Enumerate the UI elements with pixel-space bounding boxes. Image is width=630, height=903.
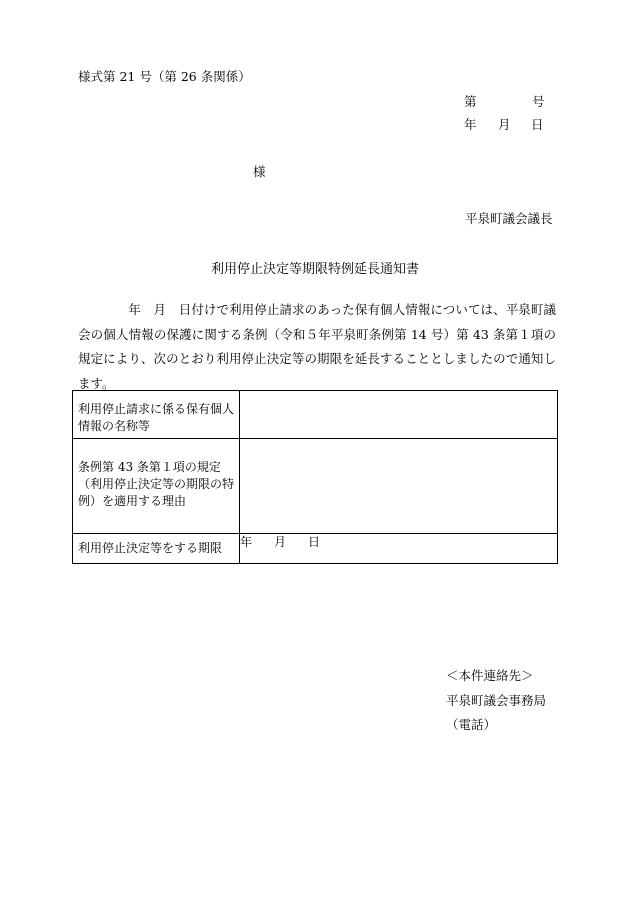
sender-name: 平泉町議会議長 xyxy=(465,211,553,226)
deadline-month: 月 xyxy=(274,535,287,549)
issue-date-month: 月 xyxy=(498,117,511,132)
contact-office: 平泉町議会事務局 xyxy=(446,692,547,708)
document-title: 利用停止決定等期限特例延長通知書 xyxy=(210,262,419,277)
deadline-year: 年 xyxy=(240,535,253,549)
table-label-reason: 条例第 43 条第１項の規定（利用停止決定等の期限の特例）を適用する理由 xyxy=(73,439,240,534)
issue-date-day: 日 xyxy=(531,117,544,132)
form-number: 様式第 21 号（第 26 条関係） xyxy=(78,69,251,84)
issue-date-year: 年 xyxy=(464,117,477,132)
contact-block xyxy=(446,664,546,738)
recipient-honorific: 様 xyxy=(253,164,266,179)
document-number-prefix: 第 xyxy=(464,94,477,109)
table-value-deadline xyxy=(240,534,558,564)
info-table xyxy=(72,390,558,564)
table-label-info-name: 利用停止請求に係る保有個人情報の名称等 xyxy=(73,391,240,439)
table-label-deadline: 利用停止決定等をする期限 xyxy=(73,534,240,564)
table-row xyxy=(73,534,558,564)
table-value-info-name xyxy=(240,391,558,439)
table-value-reason xyxy=(240,439,558,534)
table-row xyxy=(73,391,558,439)
contact-heading: ＜本件連絡先＞ xyxy=(446,668,534,683)
body-paragraph: 年 月 日付けで利用停止請求のあった保有個人情報については、平泉町議会の個人情報の保護に関する条例（令和５年平泉町条例第 14 号）第 43 条第１項の規定により、次のとおり利用停止決定等の期限を延長することとしましたので通知します。 xyxy=(78,302,556,391)
deadline-day: 日 xyxy=(308,535,321,549)
document-number-suffix: 号 xyxy=(532,94,545,109)
contact-phone: （電話） xyxy=(446,717,497,732)
table-row xyxy=(73,439,558,534)
